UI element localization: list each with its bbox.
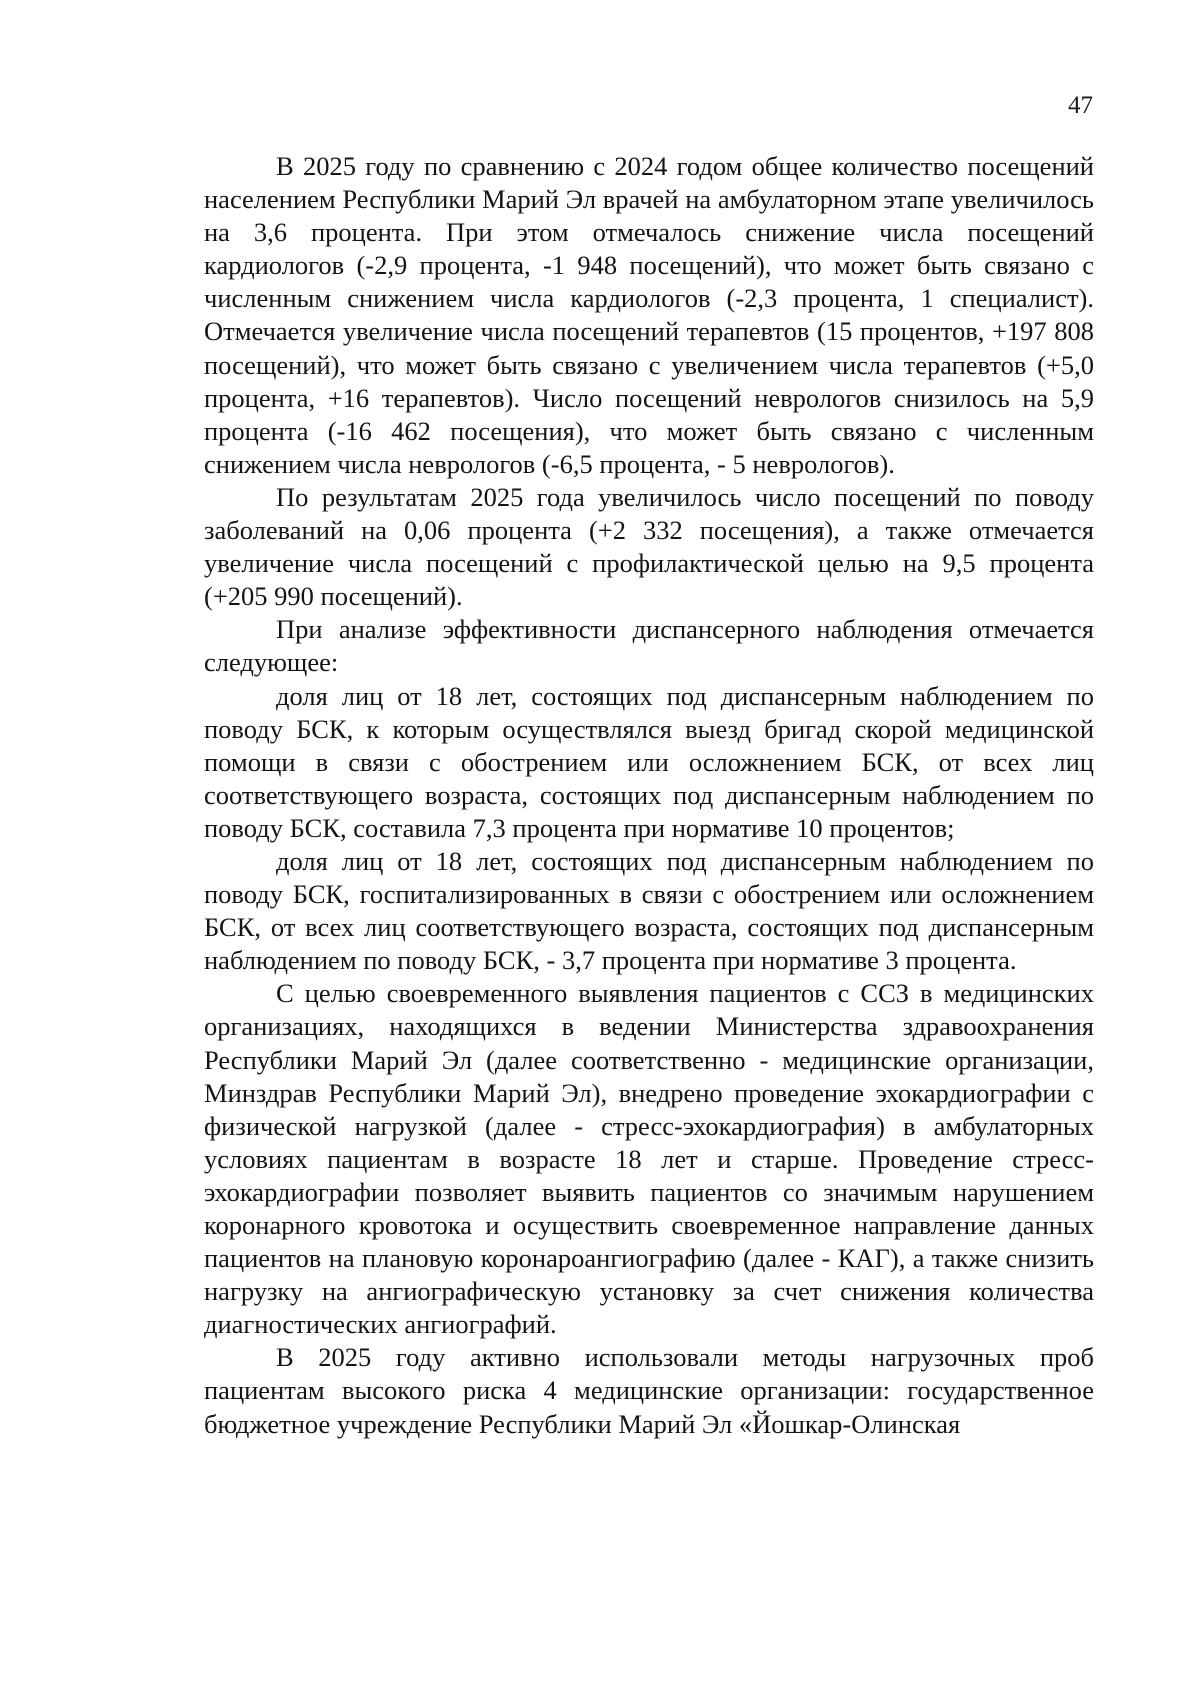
paragraph-hospitalized-share: доля лиц от 18 лет, состоящих под диспансерным наблюдением по поводу БСК, госпитализированных в связи с обострением или осложнением БСК, от всех лиц соответствующего возраста, состоящих под диспансерным наблюдением по поводу БСК, - 3,7 процента при нормативе 3 процента. — [204, 845, 1094, 976]
paragraph-ambulance-share: доля лиц от 18 лет, состоящих под диспансерным наблюдением по поводу БСК, к которым осуществлялся выезд бригад скорой медицинской помощи в связи с обострением или осложнением БСК, от всех лиц соответствующего возраста, состоящих под диспансерным наблюдением по поводу БСК, составила 7,3 процента при нормативе 10 процентов; — [204, 680, 1094, 843]
paragraph-outpatient-visits: В 2025 году по сравнению с 2024 годом общее количество посещений населением Республики Марий Эл врачей на амбулаторном этапе увеличилось на 3,6 процента. При этом отмечалось снижение числа посещений кардиологов (-2,9 процента, -1 948 посещений), что может быть связано с численным снижением числа кардиологов (-2,3 процента, 1 специалист). Отмечается увеличение числа посещений терапевтов (15 процентов, +197 808 посещений), что может быть связано с увеличением числа терапевтов (+5,0 процента, +16 терапевтов). Число посещений неврологов снизилось на 5,9 процента (-16 462 посещения), что может быть связано с численным снижением числа неврологов (-6,5 процента, - 5 неврологов). — [204, 151, 1094, 479]
page-number: 47 — [1068, 92, 1093, 119]
document-body — [204, 150, 1094, 1441]
paragraph-dispensary-intro: При анализе эффективности диспансерного наблюдения отмечается следующее: — [204, 614, 1094, 678]
paragraph-visit-results: По результатам 2025 года увеличилось число посещений по поводу заболеваний на 0,06 процента (+2 332 посещения), а также отмечается увеличение числа посещений с профилактической целью на 9,5 процента (+205 990 посещений). — [204, 481, 1094, 612]
paragraph-stress-echo: С целью своевременного выявления пациентов с ССЗ в медицинских организациях, находящихся в ведении Министерства здравоохранения Республики Марий Эл (далее соответственно - медицинские организации, Минздрав Республики Марий Эл), внедрено проведение эхокардиографии с физической нагрузкой (далее - стресс-эхокардиография) в амбулаторных условиях пациентам в возрасте 18 лет и старше. Проведение стресс-эхокардиографии позволяет выявить пациентов со значимым нарушением коронарного кровотока и осуществить своевременное направление данных пациентов на плановую коронароангиографию (далее - КАГ), а также снизить нагрузку на ангиографическую установку за счет снижения количества диагностических ангиографий. — [204, 978, 1094, 1340]
paragraph-load-tests: В 2025 году активно использовали методы нагрузочных проб пациентам высокого риска 4 медицинские организации: государственное бюджетное учреждение Республики Марий Эл «Йошкар-Олинская — [204, 1342, 1094, 1439]
